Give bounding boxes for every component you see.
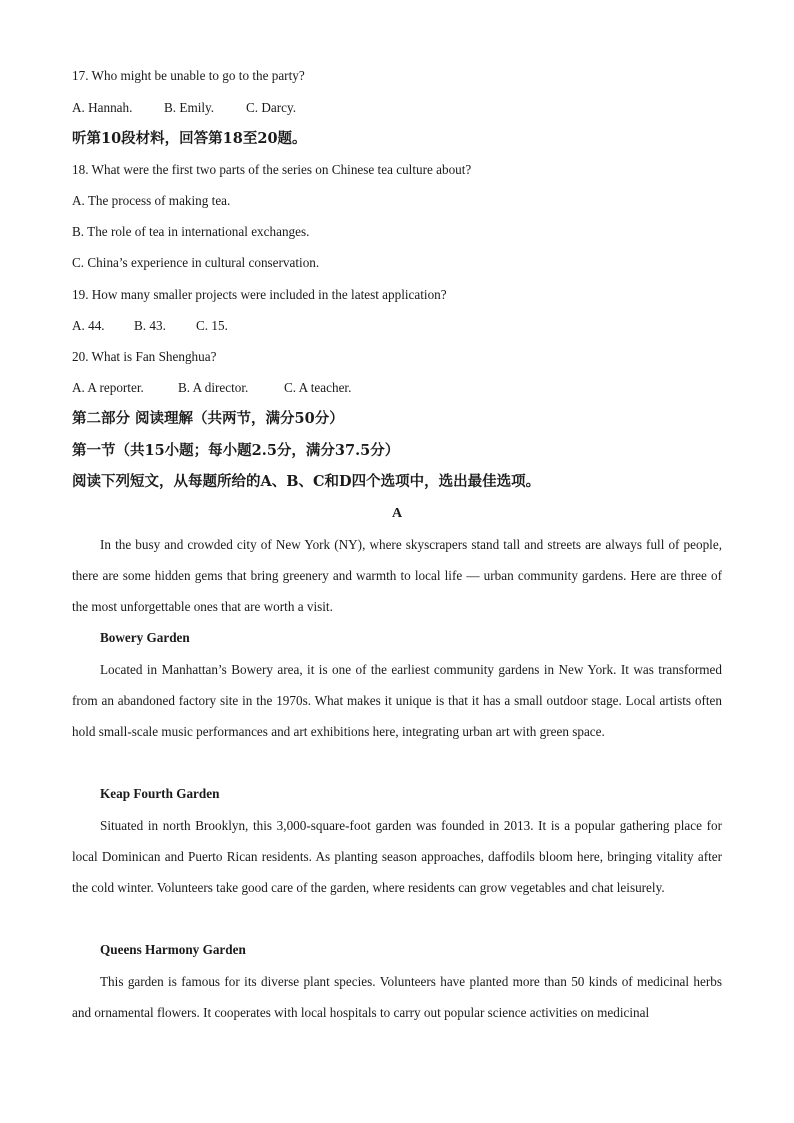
option-c: C. A teacher.	[284, 380, 352, 395]
garden-title-keap: Keap Fourth Garden	[100, 786, 220, 801]
question-18: 18. What were the first two parts of the series on Chinese tea culture about?	[72, 162, 472, 177]
garden-text-keap: Situated in north Brooklyn, this 3,000-square-foot garden was founded in 2013. It is a popular gathering place for local Dominican and Puerto Rican residents. As planting season approaches, daffodils bloom here, bringing vitality after the cold winter. Volunteers take good care of the garden, where residents can grow vegetables and chat leisurely.	[72, 818, 722, 896]
option-b: B. 43.	[134, 318, 166, 333]
question-20-options	[72, 380, 351, 396]
reading-instruction: 阅读下列短文，从每题所给的A、B、C和D四个选项中，选出最佳选项。	[72, 473, 541, 490]
question-18-option-a: A. The process of making tea.	[72, 193, 231, 208]
option-a: A. A reporter.	[72, 380, 144, 395]
option-b: B. A director.	[178, 380, 249, 395]
section-1-heading: 第一节（共15小题；每小题2.5分，满分37.5分）	[72, 442, 400, 459]
question-17-options	[72, 100, 296, 116]
option-c: C. 15.	[196, 318, 228, 333]
section-10-heading: 听第10段材料，回答第18至20题。	[72, 130, 307, 147]
option-a: A. 44.	[72, 318, 105, 333]
garden-text-bowery: Located in Manhattan’s Bowery area, it is one of the earliest community gardens in New York. It was transformed from an abandoned factory site in the 1970s. What makes it unique is that it has a small outdoor stage. Local artists often hold small-scale music performances and art exhibitions here, integrating urban art with green space.	[72, 662, 722, 740]
passage-intro: In the busy and crowded city of New York (NY), where skyscrapers stand tall and streets are always full of people, there are some hidden gems that bring greenery and warmth to local life — urban community gardens. Here are three of the most unforgettable ones that are worth a visit.	[72, 537, 722, 615]
question-19-options	[72, 318, 228, 334]
option-b: B. Emily.	[164, 100, 215, 115]
garden-title-bowery: Bowery Garden	[100, 630, 190, 645]
question-18-option-c: C. China’s experience in cultural conservation.	[72, 255, 320, 270]
option-c: C. Darcy.	[246, 100, 297, 115]
garden-title-queens: Queens Harmony Garden	[100, 942, 246, 957]
part-2-heading: 第二部分 阅读理解（共两节，满分50分）	[72, 410, 344, 427]
garden-text-queens: This garden is famous for its diverse plant species. Volunteers have planted more than 50 kinds of medicinal herbs and ornamental flowers. It cooperates with local hospitals to carry out popular science activities on medicinal	[72, 974, 722, 1021]
passage-label: A	[391, 506, 403, 521]
question-20: 20. What is Fan Shenghua?	[72, 349, 217, 364]
option-a: A. Hannah.	[72, 100, 133, 115]
question-18-option-b: B. The role of tea in international exchanges.	[72, 224, 310, 239]
question-19: 19. How many smaller projects were included in the latest application?	[72, 287, 447, 302]
question-17: 17. Who might be unable to go to the party?	[72, 68, 305, 83]
